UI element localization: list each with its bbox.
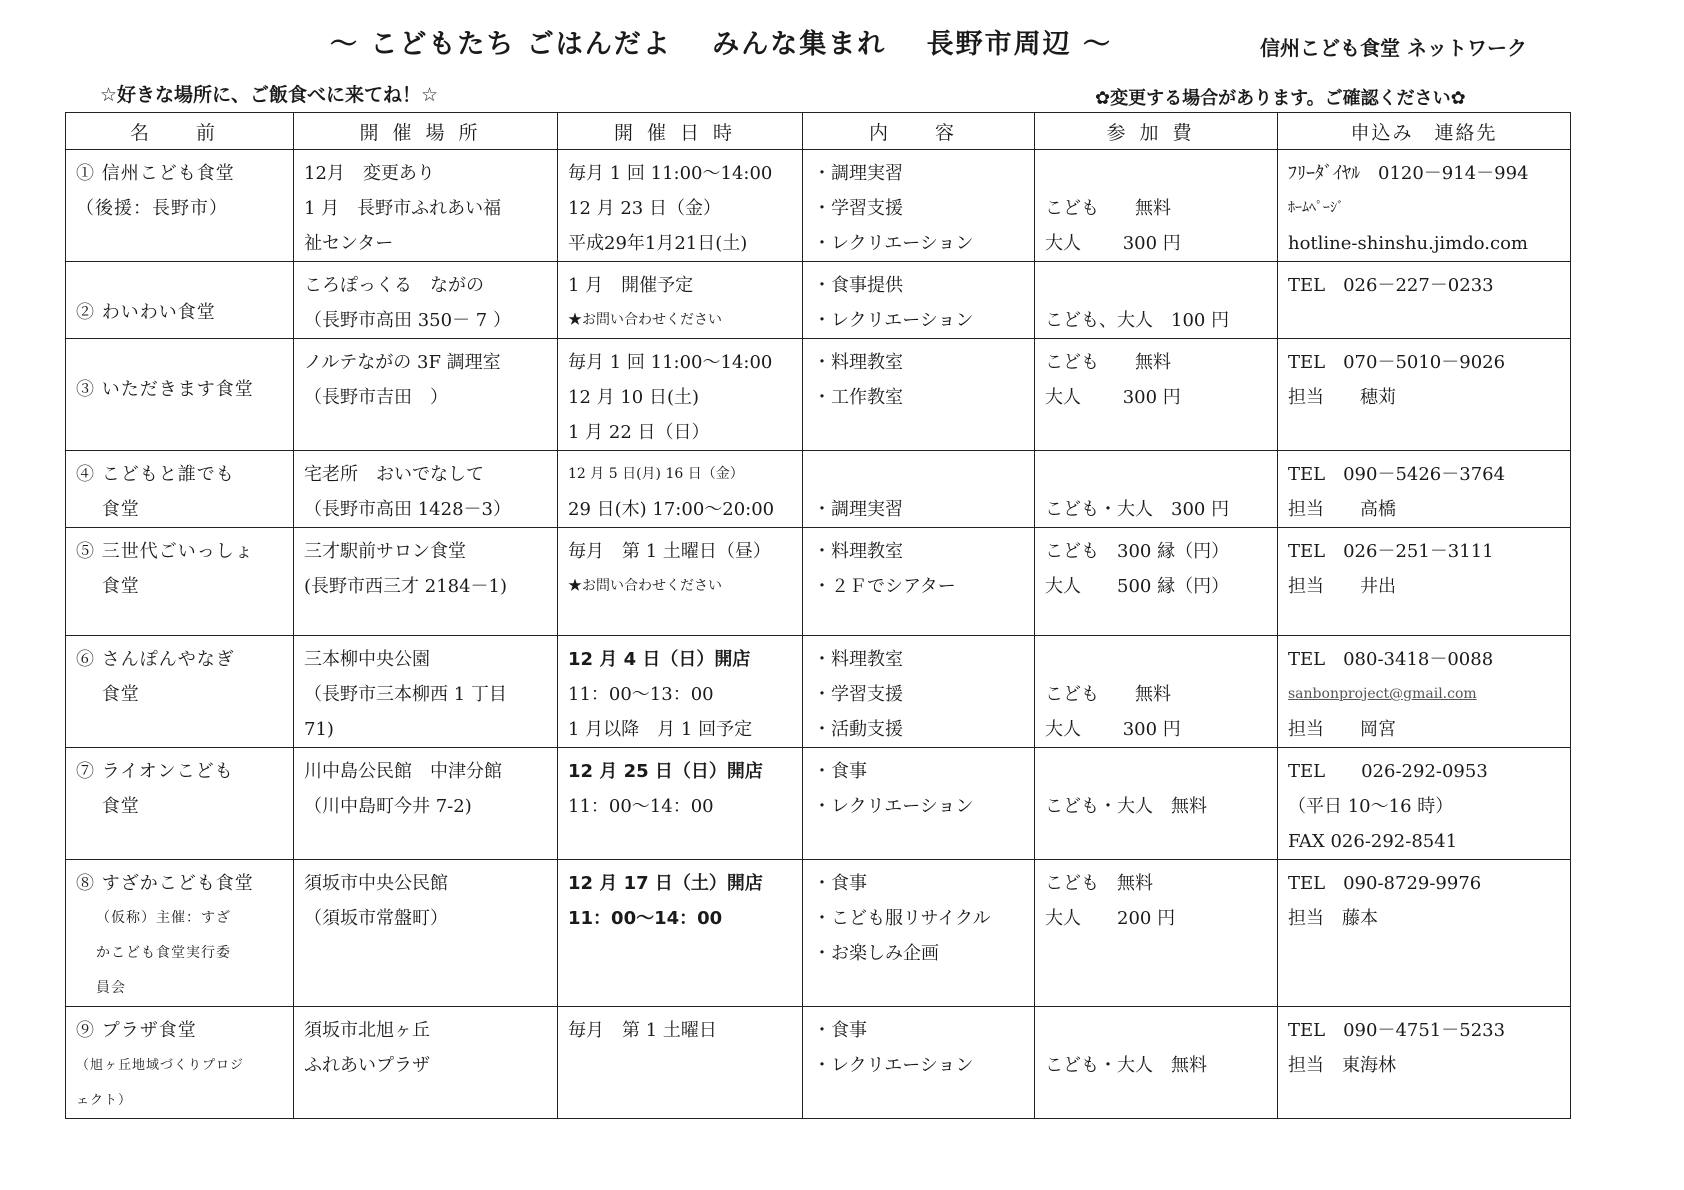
text-line: （長野市高田 350－ 7 ） <box>304 310 511 331</box>
cell-content <box>803 748 1035 860</box>
text-line: 員会 <box>96 980 126 996</box>
text-line <box>1045 1013 1271 1048</box>
text-line <box>813 457 1028 492</box>
text-line: ・食事 <box>813 873 867 894</box>
table-row <box>66 262 1571 339</box>
text-line <box>1045 642 1271 677</box>
text-line: こども・大人 無料 <box>1045 1055 1207 1076</box>
text-line: ころぽっくる ながの <box>304 275 484 296</box>
text-line: こども 300 縁（円） <box>1045 541 1230 562</box>
cell-content <box>803 150 1035 262</box>
text-line: 担当 穂苅 <box>1288 387 1396 408</box>
text-line: ・お楽しみ企画 <box>813 943 939 964</box>
cell-datetime <box>558 150 803 262</box>
text-line: 大人 300 円 <box>1045 233 1181 254</box>
cell-location <box>294 636 558 748</box>
cell-content <box>803 1007 1035 1119</box>
text-line: ・学習支援 <box>813 198 903 219</box>
text-line: FAX 026-292-8541 <box>1288 831 1458 852</box>
text-line: （川中島町今井 7-2) <box>304 796 472 817</box>
subtitle-right: ✿変更する場合があります。ご確認ください✿ <box>1095 88 1466 109</box>
table-header-row <box>66 113 1571 150</box>
text-line: （長野市吉田 ） <box>304 387 448 408</box>
text-line: TEL 090-8729-9976 <box>1288 873 1482 894</box>
text-line: (長野市西三才 2184－1) <box>304 576 508 597</box>
cell-content <box>803 339 1035 451</box>
text-line: 1 月以降 月 1 回予定 <box>568 719 753 740</box>
cell-name <box>66 339 294 451</box>
text-line: ⑥ さんぽんやなぎ <box>76 649 235 670</box>
text-line: ⑨ プラザ食堂 <box>76 1020 197 1041</box>
text-line: TEL 026－227－0233 <box>1288 275 1494 296</box>
cell-fee <box>1035 1007 1278 1119</box>
text-line: ノルテながの 3F 調理室 <box>304 352 501 373</box>
text-line: ⑦ ライオンこども <box>76 761 234 782</box>
text-line: ・料理教室 <box>813 352 903 373</box>
text-line: （仮称）主催：すざ <box>96 910 231 926</box>
cell-datetime <box>558 339 803 451</box>
table-row <box>66 636 1571 748</box>
text-line: 12 月 10 日(土) <box>568 387 700 408</box>
text-line: 1 月 長野市ふれあい福 <box>304 198 502 219</box>
text-line: 12月 変更あり <box>304 163 435 184</box>
text-line: 担当 岡宮 <box>1288 719 1396 740</box>
text-line: 大人 300 円 <box>1045 387 1181 408</box>
table-row <box>66 860 1571 1007</box>
text-line <box>1045 156 1271 191</box>
organization-name: 信州こども食堂 ネットワーク <box>1260 36 1527 60</box>
cell-location <box>294 150 558 262</box>
header-fee: 参加費 <box>1035 113 1278 150</box>
text-line: ① 信州こども食堂 <box>76 163 235 184</box>
cell-contact <box>1278 748 1571 860</box>
text-line: ・調理実習 <box>813 163 903 184</box>
header-location: 開催場所 <box>294 113 558 150</box>
text-line: こども 無料 <box>1045 684 1171 705</box>
homepage-link[interactable]: hotline-shinshu.jimdo.com <box>1288 233 1528 254</box>
text-line: ・食事提供 <box>813 275 903 296</box>
text-line: ﾎｰﾑﾍﾟｰｼﾞ <box>1288 200 1344 216</box>
cell-name <box>66 451 294 528</box>
table-row <box>66 339 1571 451</box>
text-line: TEL 070－5010－9026 <box>1288 352 1506 373</box>
table-row <box>66 748 1571 860</box>
text-line: ・工作教室 <box>813 387 903 408</box>
header-datetime: 開催日時 <box>558 113 803 150</box>
text-line: 大人 500 縁（円） <box>1045 576 1230 597</box>
cell-fee <box>1035 860 1278 1007</box>
text-line: 須坂市中央公民館 <box>304 873 448 894</box>
text-line: 食堂 <box>76 684 140 705</box>
text-line: ・料理教室 <box>813 649 903 670</box>
text-line: 毎月 第 1 土曜日（昼） <box>568 541 771 562</box>
text-line: 川中島公民館 中津分館 <box>304 761 502 782</box>
text-line: TEL 090－5426－3764 <box>1288 464 1506 485</box>
cell-contact <box>1278 451 1571 528</box>
text-line: 毎月 1 回 11:00～14:00 <box>568 163 773 184</box>
text-line: 大人 300 円 <box>1045 719 1181 740</box>
text-line: 12 月 5 日(月) 16 日（金） <box>568 466 744 482</box>
text-line: 1 月 開催予定 <box>568 275 694 296</box>
cell-location <box>294 451 558 528</box>
cell-datetime <box>558 1007 803 1119</box>
cell-contact <box>1278 150 1571 262</box>
header-content: 内 容 <box>803 113 1035 150</box>
text-line: ・レクリエーション <box>813 1055 974 1076</box>
cell-contact <box>1278 528 1571 636</box>
text-line: （後援：長野市） <box>76 198 228 219</box>
text-line: 食堂 <box>76 499 140 520</box>
cell-fee <box>1035 339 1278 451</box>
cell-name <box>66 150 294 262</box>
text-line: TEL 026-292-0953 <box>1288 761 1488 782</box>
cell-fee <box>1035 528 1278 636</box>
text-line: こども・大人 無料 <box>1045 796 1207 817</box>
table-row <box>66 1007 1571 1119</box>
text-line: （長野市三本柳西 1 丁目 <box>304 684 507 705</box>
text-line: ・こども服リサイクル <box>813 908 991 929</box>
subtitle-left: ☆好きな場所に、ご飯食べに来てね！☆ <box>100 84 439 106</box>
text-line: ③ いただきます食堂 <box>76 379 254 400</box>
cell-name <box>66 748 294 860</box>
text-line: ・活動支援 <box>813 719 903 740</box>
text-line: 12 月 4 日（日）開店 <box>568 649 751 670</box>
text-line: こども・大人 300 円 <box>1045 499 1230 520</box>
text-line: 12 月 23 日（金） <box>568 198 721 219</box>
cell-fee <box>1035 748 1278 860</box>
text-line: ・レクリエーション <box>813 796 974 817</box>
table-row <box>66 150 1571 262</box>
text-line: TEL 026－251－3111 <box>1288 541 1494 562</box>
text-line: （旭ヶ丘地域づくりプロジ <box>76 1058 245 1073</box>
cell-location <box>294 339 558 451</box>
cell-datetime <box>558 262 803 339</box>
cell-fee <box>1035 262 1278 339</box>
text-line: 担当 東海林 <box>1288 1055 1396 1076</box>
text-line: ② わいわい食堂 <box>76 302 216 323</box>
text-line: 三本柳中央公園 <box>304 649 430 670</box>
text-line: ふれあいプラザ <box>304 1055 430 1076</box>
table-row <box>66 451 1571 528</box>
text-line: 食堂 <box>76 576 140 597</box>
text-line: ★お問い合わせください <box>568 578 722 594</box>
cell-content <box>803 860 1035 1007</box>
text-line: ・レクリエーション <box>813 233 974 254</box>
cell-location <box>294 860 558 1007</box>
text-line: ⑧ すざかこども食堂 <box>76 873 254 894</box>
text-line: 担当 高橋 <box>1288 499 1396 520</box>
text-line: こども 無料 <box>1045 198 1171 219</box>
cell-content <box>803 636 1035 748</box>
text-line: こども 無料 <box>1045 352 1171 373</box>
cell-name <box>66 636 294 748</box>
text-line: 三才駅前サロン食堂 <box>304 541 466 562</box>
text-line: 11：00～13：00 <box>568 684 714 705</box>
header-name: 名 前 <box>66 113 294 150</box>
text-line: こども 無料 <box>1045 873 1153 894</box>
text-line: 71) <box>304 719 334 740</box>
text-line: ・料理教室 <box>813 541 903 562</box>
text-line: 1 月 22 日（日） <box>568 422 710 443</box>
cell-contact <box>1278 860 1571 1007</box>
cell-content <box>803 262 1035 339</box>
text-line: ・食事 <box>813 1020 867 1041</box>
text-line: ェクト） <box>76 1093 133 1108</box>
text-line: こども、大人 100 円 <box>1045 310 1230 331</box>
text-line: 11：00～14：00 <box>568 908 723 929</box>
text-line <box>1045 754 1271 789</box>
cell-contact <box>1278 339 1571 451</box>
cell-datetime <box>558 528 803 636</box>
text-line: （須坂市常盤町） <box>304 908 448 929</box>
cell-fee <box>1035 636 1278 748</box>
text-line: 11：00～14：00 <box>568 796 714 817</box>
cell-datetime <box>558 451 803 528</box>
cell-contact <box>1278 262 1571 339</box>
text-line: ④ こどもと誰でも <box>76 464 235 485</box>
text-line: 12 月 25 日（日）開店 <box>568 761 763 782</box>
text-line: ⑤ 三世代ごいっしょ <box>76 541 254 562</box>
cell-fee <box>1035 451 1278 528</box>
page-title: ～ こどもたち ごはんだよ みんな集まれ 長野市周辺 ～ <box>330 29 1112 60</box>
cell-location <box>294 748 558 860</box>
text-line: 須坂市北旭ヶ丘 <box>304 1020 430 1041</box>
cell-name <box>66 528 294 636</box>
text-line <box>1045 268 1271 303</box>
cell-name <box>66 860 294 1007</box>
cell-name <box>66 1007 294 1119</box>
text-line: 平成29年1月21日(土) <box>568 233 748 254</box>
text-line: ﾌﾘｰﾀﾞｲﾔﾙ 0120－914－994 <box>1288 163 1529 184</box>
cell-location <box>294 262 558 339</box>
text-line: ★お問い合わせください <box>568 312 722 328</box>
cell-contact <box>1278 636 1571 748</box>
text-line: TEL 080-3418－0088 <box>1288 649 1494 670</box>
cell-name <box>66 262 294 339</box>
cell-datetime <box>558 860 803 1007</box>
schedule-table <box>65 112 1571 1119</box>
cell-contact <box>1278 1007 1571 1119</box>
text-line: ・調理実習 <box>813 499 903 520</box>
text-line: （平日 10～16 時） <box>1288 796 1454 817</box>
text-line: 担当 井出 <box>1288 576 1396 597</box>
cell-datetime <box>558 636 803 748</box>
cell-content <box>803 451 1035 528</box>
text-line: （長野市高田 1428－3） <box>304 499 511 520</box>
text-line: 祉センター <box>304 233 394 254</box>
text-line: 毎月 1 回 11:00～14:00 <box>568 352 773 373</box>
text-line: 12 月 17 日（土）開店 <box>568 873 763 894</box>
text-line: ・レクリエーション <box>813 310 974 331</box>
cell-location <box>294 528 558 636</box>
text-line: TEL 090－4751－5233 <box>1288 1020 1506 1041</box>
cell-location <box>294 1007 558 1119</box>
cell-content <box>803 528 1035 636</box>
text-line: ・学習支援 <box>813 684 903 705</box>
email-link[interactable]: sanbonproject@gmail.com <box>1288 686 1477 702</box>
text-line: 毎月 第 1 土曜日 <box>568 1020 717 1041</box>
text-line: 食堂 <box>76 796 140 817</box>
text-line: 29 日(木) 17:00～20:00 <box>568 499 775 520</box>
cell-datetime <box>558 748 803 860</box>
text-line: 大人 200 円 <box>1045 908 1176 929</box>
text-line: かこども食堂実行委 <box>96 945 231 961</box>
text-line: ・食事 <box>813 761 867 782</box>
header-contact: 申込み 連絡先 <box>1278 113 1571 150</box>
cell-fee <box>1035 150 1278 262</box>
table-row <box>66 528 1571 636</box>
text-line: 宅老所 おいでなして <box>304 464 484 485</box>
text-line: ・２Ｆでシアター <box>813 576 956 597</box>
text-line: 担当 藤本 <box>1288 908 1378 929</box>
text-line <box>1045 457 1271 492</box>
